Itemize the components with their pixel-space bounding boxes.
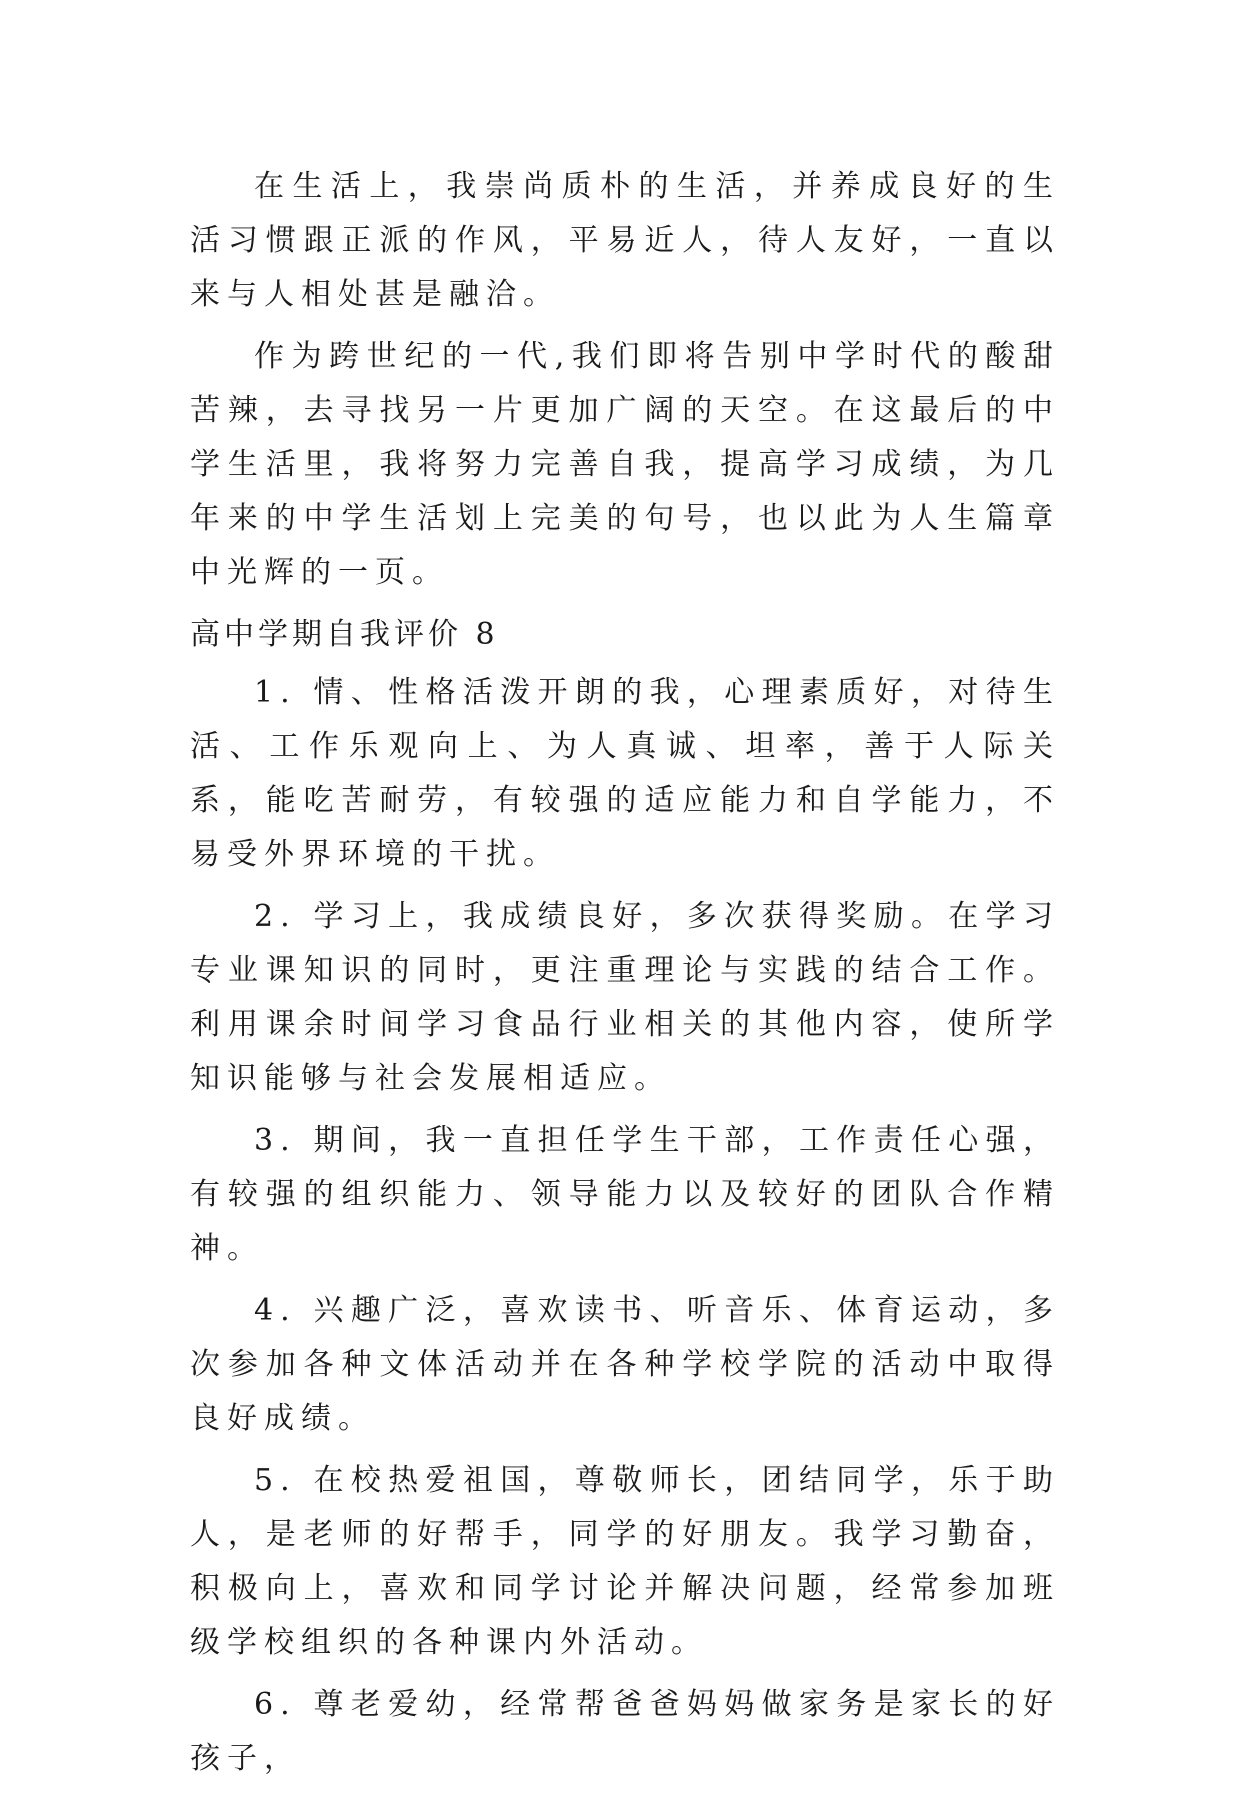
- section-heading: 高中学期自我评价 8: [190, 617, 499, 652]
- list-item-1: 1. 情、性格活泼开朗的我，心理素质好，对待生活、工作乐观向上、为人真诚、坦率，善于人际关系，能吃苦耐劳，有较强的适应能力和自学能力，不易受外界环境的干扰。: [190, 675, 1060, 872]
- paragraph-future: 作为跨世纪的一代,我们即将告别中学时代的酸甜苦辣，去寻找另一片更加广阔的天空。在这最后的中学生活里，我将努力完善自我，提高学习成绩，为几年来的中学生活划上完美的句号，也以此为人生篇章中光辉的一页。: [190, 339, 1060, 590]
- list-item-4: 4. 兴趣广泛，喜欢读书、听音乐、体育运动，多次参加各种文体活动并在各种学校学院的活动中取得良好成绩。: [190, 1293, 1060, 1436]
- list-item-6: 6. 尊老爱幼，经常帮爸爸妈妈做家务是家长的好孩子，: [190, 1687, 1060, 1776]
- document-body: [190, 160, 1060, 1794]
- paragraph-life: 在生活上，我崇尚质朴的生活，并养成良好的生活习惯跟正派的作风，平易近人，待人友好，一直以来与人相处甚是融洽。: [190, 169, 1060, 312]
- list-item-2: 2. 学习上，我成绩良好，多次获得奖励。在学习专业课知识的同时，更注重理论与实践的结合工作。利用课余时间学习食品行业相关的其他内容，使所学知识能够与社会发展相适应。: [190, 899, 1060, 1096]
- list-item-5: 5. 在校热爱祖国，尊敬师长，团结同学，乐于助人，是老师的好帮手，同学的好朋友。我学习勤奋，积极向上，喜欢和同学讨论并解决问题，经常参加班级学校组织的各种课内外活动。: [190, 1463, 1060, 1660]
- list-item-3: 3. 期间，我一直担任学生干部，工作责任心强，有较强的组织能力、领导能力以及较好的团队合作精神。: [190, 1123, 1060, 1266]
